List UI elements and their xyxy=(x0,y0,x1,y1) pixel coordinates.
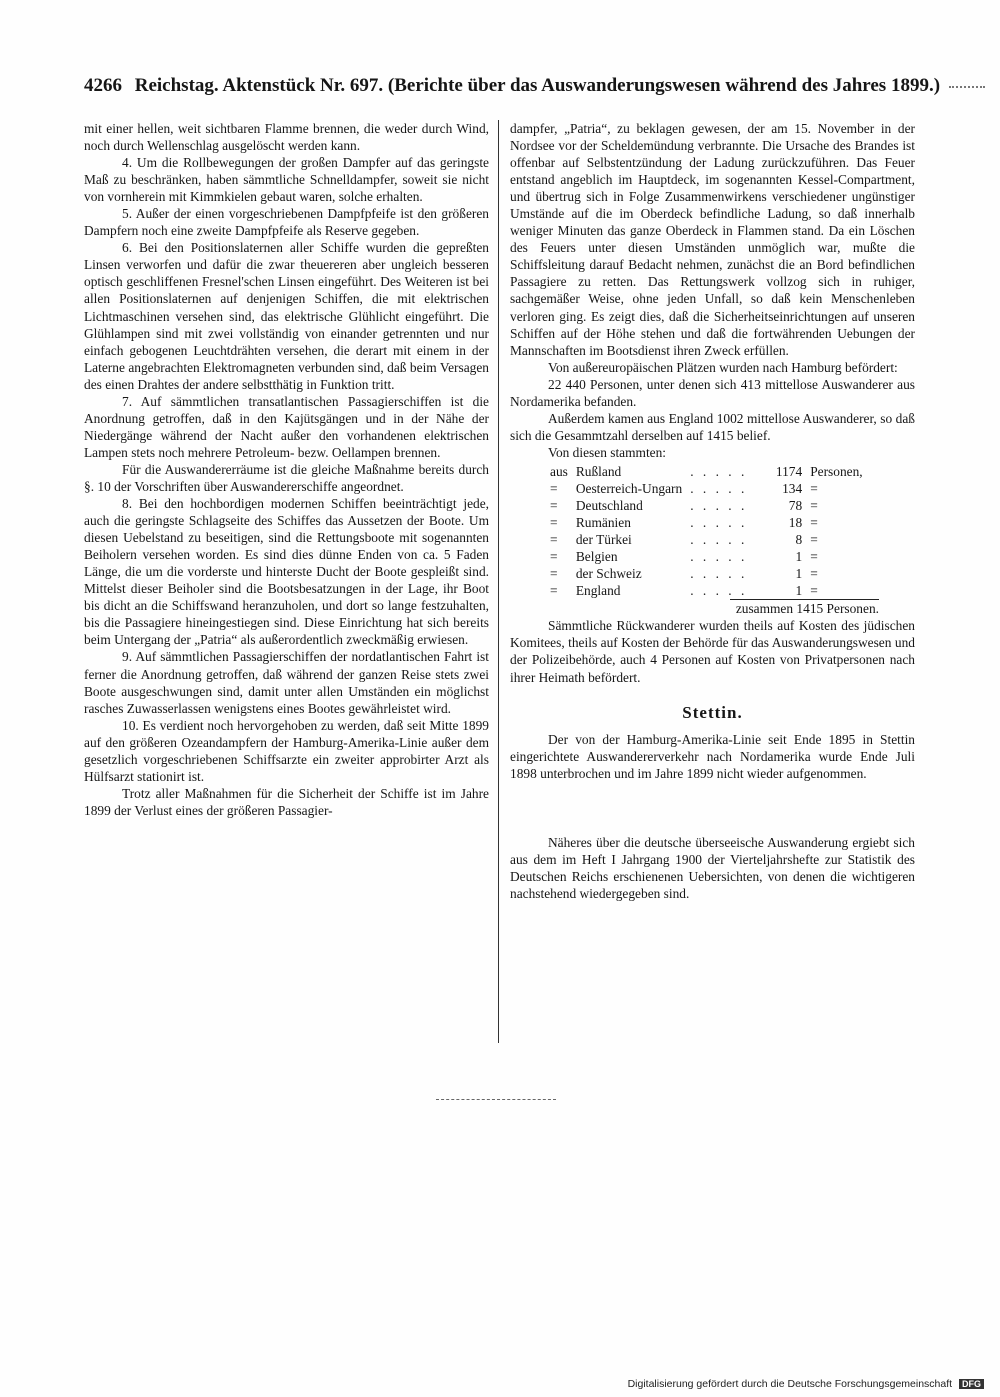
right-column xyxy=(510,120,915,902)
total-line: zusammen 1415 Personen. xyxy=(735,601,879,617)
paragraph: mit einer hellen, weit sichtbaren Flamme brennen, die weder durch Wind, noch durch Wellenschlag ausgelöscht werden kann. xyxy=(84,121,489,154)
paragraph: 4. Um die Rollbewegungen der großen Dampfer auf das geringste Maß zu beschränken, haben sämmtliche Schnelldampfer, soweit sie nicht von vornherein mit Kimmkielen gebaut waren, solche erhalten. xyxy=(84,155,489,205)
leader-dots: . . . . . xyxy=(690,532,748,548)
leader-dots: . . . . . xyxy=(690,549,748,565)
paragraph: 22 440 Personen, unter denen sich 413 mittellose Auswanderer aus Nordamerika befanden. xyxy=(510,376,915,409)
origin-country: Oesterreich-Ungarn xyxy=(575,480,683,496)
page-header xyxy=(84,73,941,99)
origin-prefix: = xyxy=(550,532,558,548)
table-row xyxy=(546,497,867,514)
table-row xyxy=(546,565,867,582)
paragraph: 5. Außer der einen vorgeschriebenen Dampfpfeife ist den größeren Dampfern noch eine zweite Dampfpfeife als Reserve gegeben. xyxy=(84,206,489,239)
leader-dots: . . . . . xyxy=(690,498,748,514)
paragraph: 8. Bei den hochbordigen modernen Schiffen beeinträchtigt jede, auch die geringste Schlagseite des Schiffes das Aussetzen der Boote. Um diesen Uebelstand zu beseitigen, sind die Rettungsboote mit sogenannten Beiholern versehen worden. Es sind dies dünne Enden von ca. 5 Faden Länge, die um die vorderste und hinterste Ducht der Boote gespleißt sind. Mittelst dieser Beiholer sind die Bootsbesatzungen in der Lage, ihr Boot bis dicht an die Schiffswand heranzuholen, und dort so lange festzuhalten, bis die Passagiere hineingestiegen sind. Diese Einrichtung hat sich bereits beim Untergang der „Patria“ als außerordentlich zweckmäßig erwiesen. xyxy=(84,496,489,648)
page-number: 4266 xyxy=(84,75,122,96)
leader-dots: . . . . . xyxy=(690,566,748,582)
origin-count: 134 xyxy=(782,480,803,496)
end-dashed-rule xyxy=(436,1099,556,1100)
origin-count: 1 xyxy=(795,566,803,582)
left-column xyxy=(84,120,489,819)
origin-country: England xyxy=(575,583,621,599)
paragraph: 7. Auf sämmtlichen transatlantischen Passagierschiffen ist die Anordnung getroffen, daß in den Kajütsgängen und in der Nähe der Niedergänge während der Nacht außer den vorhandenen elektrischen Lampen stets noch mehrere Petroleum- bezw. Oellampen brennen. xyxy=(84,393,489,460)
origin-country: Deutschland xyxy=(575,498,643,514)
origin-unit: = xyxy=(810,566,818,582)
origin-unit: Personen, xyxy=(810,463,863,479)
table-row xyxy=(546,582,867,599)
origin-country: Belgien xyxy=(575,549,618,565)
dfg-logo: DFG xyxy=(959,1379,984,1389)
origin-prefix: = xyxy=(550,515,558,531)
paragraph: Trotz aller Maßnahmen für die Sicherheit der Schiffe ist im Jahre 1899 der Verlust eines der größeren Passagier- xyxy=(84,785,489,818)
paragraph: dampfer, „Patria“, zu beklagen gewesen, der am 15. November in der Nordsee vor der Scheldemündung verbrannte. Die Ursache des Brandes ist offenbar auf Selbstentzündung der Ladung zurückzuführen. Das Feuer entstand angeblich im Hauptdeck, im sogenannten Kessel-Compartment, und übertrug sich in Folge Zusammenwirkens verschiedener ungünstiger Umstände auf die im Oberdeck befindliche Ladung, so daß innerhalb weniger Minuten das ganze Oberdeck in Flammen stand. Da ein Löschen des Feuers unter diesen Umständen unmöglich war, mußte die Schiffsleitung darauf Bedacht nehmen, zunächst die an Bord befindlichen Passagiere zu retten. Das Rettungswerk vollzog sich in ruhiger, sachgemäßer Weise, ohne jeden Unfall, so daß kein Menschenleben verloren ging. Es zeigt dies, daß die Sicherheitseinrichtungen auf unseren Schiffen auf der Höhe stehen und daß die fortwährenden Uebungen der Mannschaften im Bootsdienst ihren Zweck erfüllen. xyxy=(510,121,915,358)
origin-count: 1 xyxy=(795,583,803,599)
origin-country: Rußland xyxy=(575,463,622,479)
paragraph: Näheres über die deutsche überseeische Auswanderung ergiebt sich aus dem im Heft I Jahrgang 1900 der Vierteljahrshefte zur Statistik des Deutschen Reichs erschienenen Uebersichten, von denen die wichtigeren nachstehend wiedergegeben sind. xyxy=(510,834,915,901)
origin-count: 18 xyxy=(788,515,803,531)
origin-prefix: = xyxy=(550,498,558,514)
paragraph: 10. Es verdient noch hervorgehoben zu werden, daß seit Mitte 1899 auf den größeren Ozeandampfern der Hamburg-Amerika-Linie außer dem gesetzlich vorgeschriebenen Schiffsarzte ein zweiter approbirter Arzt als Hülfsarzt stationirt ist. xyxy=(84,717,489,784)
header-dotted-rule xyxy=(949,86,985,88)
origin-unit: = xyxy=(810,549,818,565)
paragraph: Von außereuropäischen Plätzen wurden nach Hamburg befördert: xyxy=(548,359,898,375)
leader-dots: . . . . . xyxy=(690,515,748,531)
origin-count: 1 xyxy=(795,549,803,565)
spacer xyxy=(510,782,915,834)
paragraph: 6. Bei den Positionslaternen aller Schiffe wurden die gepreßten Linsen verworfen und dafür die zwar theuereren aber ungleich besseren optisch geschliffenen Fresnel'schen Linsen eingeführt. Des Weiteren ist bei allen Positionslaternen auf denjenigen Schiffen, die mit elektrischen Lichtmaschinen versehen sind, das elektrische Glühlicht eingeführt. Die Glühlampen sind mit zwei vollständig von einander getrennten und nur einfach gebogenen Leuchtdrähten versehen, die derart mit einem in der Laterne angebrachten Elektromagneten verbunden sind, daß beim Versagen des einen Drahtes der andere selbstthätig in Funktion tritt. xyxy=(84,240,489,392)
table-row xyxy=(546,463,867,480)
origin-unit: = xyxy=(810,498,818,514)
page-running-title: Reichstag. Aktenstück Nr. 697. (Berichte über das Auswanderungswesen während des Jahres 1899.) xyxy=(134,75,941,96)
table-row xyxy=(546,480,867,497)
origin-unit: = xyxy=(810,532,818,548)
origin-count: 8 xyxy=(795,532,803,548)
paragraph: Von diesen stammten: xyxy=(548,444,667,460)
paragraph: Außerdem kamen aus England 1002 mittellose Auswanderer, so daß sich die Gesammtzahl derselben auf 1415 belief. xyxy=(510,410,915,443)
section-heading: Stettin. xyxy=(682,702,743,722)
origin-prefix: = xyxy=(550,549,558,565)
origin-prefix: = xyxy=(550,480,558,496)
leader-dots: . . . . . xyxy=(690,583,748,599)
origin-unit: = xyxy=(810,480,818,496)
leader-dots: . . . . . xyxy=(690,463,748,479)
origin-prefix: = xyxy=(550,583,558,599)
paragraph: Der von der Hamburg-Amerika-Linie seit Ende 1895 in Stettin eingerichtete Auswandererverkehr nach Nordamerika wurde Ende Juli 1898 unterbrochen und im Jahre 1899 nicht wieder aufgenommen. xyxy=(510,731,915,781)
origin-country: der Türkei xyxy=(575,532,632,548)
footer-credit xyxy=(628,1378,984,1390)
origin-count: 1174 xyxy=(775,463,803,479)
origin-table xyxy=(546,463,867,599)
origin-prefix: = xyxy=(550,566,558,582)
table-row xyxy=(546,548,867,565)
origin-prefix: aus xyxy=(550,463,568,479)
table-row xyxy=(546,531,867,548)
leader-dots: . . . . . xyxy=(690,480,748,496)
paragraph: Sämmtliche Rückwanderer wurden theils auf Kosten des jüdischen Komitees, theils auf Kosten der Behörde für das Auswanderungswesen und der Polizeibehörde, auch 4 Personen auf Kosten von Privatpersonen nach ihrer Heimath befördert. xyxy=(510,618,915,685)
origin-country: Rumänien xyxy=(575,515,631,531)
table-row xyxy=(546,514,867,531)
footer-text: Digitalisierung gefördert durch die Deutsche Forschungsgemeinschaft xyxy=(627,1378,953,1390)
column-divider xyxy=(498,120,499,1043)
paragraph: 9. Auf sämmtlichen Passagierschiffen der nordatlantischen Fahrt ist ferner die Anordnung getroffen, daß während der ganzen Reise stets zwei Boote ausgeschwungen sind, damit unter allen Umständen ein möglichst rasches Zuwasserlassen wenigstens eines Bootes gewährleistet wird. xyxy=(84,649,489,716)
origin-count: 78 xyxy=(788,498,803,514)
origin-country: der Schweiz xyxy=(575,566,642,582)
origin-unit: = xyxy=(810,583,818,599)
origin-unit: = xyxy=(810,515,818,531)
paragraph: Für die Auswandererräume ist die gleiche Maßnahme bereits durch §. 10 der Vorschriften über Auswandererschiffe angeordnet. xyxy=(84,461,489,494)
